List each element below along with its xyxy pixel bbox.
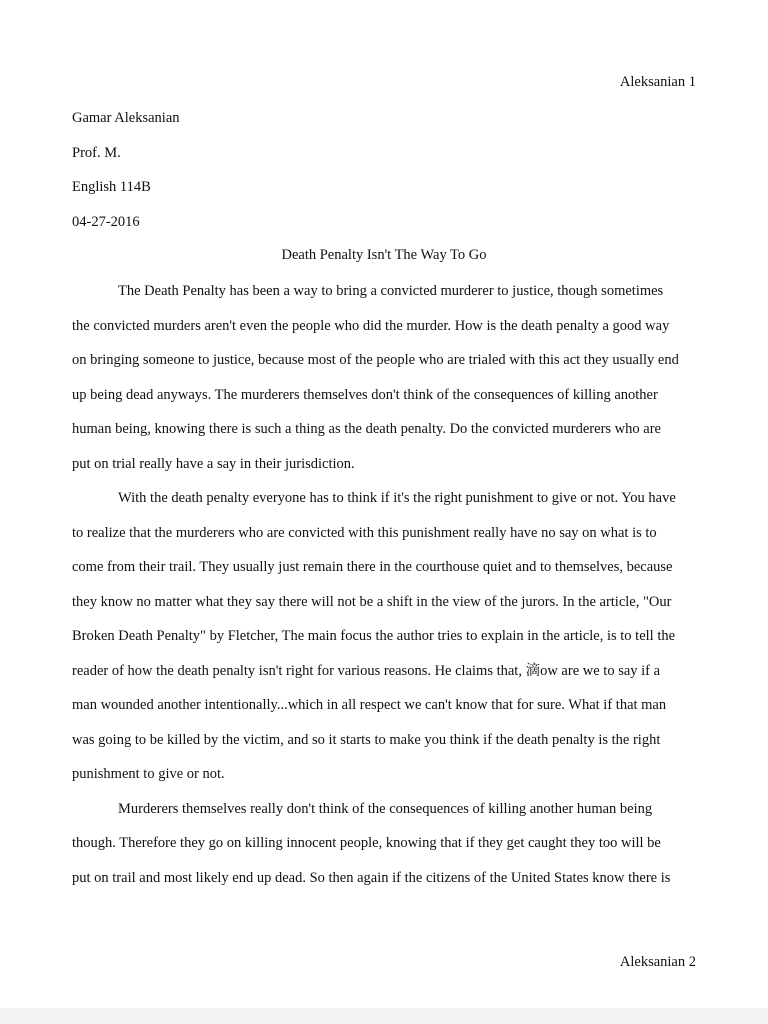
paragraph-1-line-6: put on trial really have a say in their jurisdiction. bbox=[72, 455, 355, 472]
paragraph-2-line-6: reader of how the death penalty isn't right for various reasons. He claims that, 滴ow are we to say if a bbox=[72, 662, 661, 679]
course-name: English 114B bbox=[72, 179, 151, 195]
author-name: Gamar Aleksanian bbox=[72, 110, 180, 126]
paragraph-1-line-1: The Death Penalty has been a way to bring a convicted murderer to justice, though sometimes bbox=[118, 283, 664, 299]
paragraph-3-line-2: though. Therefore they go on killing innocent people, knowing that if they get caught they too will be bbox=[72, 835, 661, 851]
paragraph-3-line-1: Murderers themselves really don't think of the consequences of killing another human being bbox=[118, 800, 653, 817]
running-header-page-2: Aleksanian 2 bbox=[619, 954, 696, 970]
essay-title: Death Penalty Isn't The Way To Go bbox=[281, 247, 487, 263]
paragraph-1-line-2: the convicted murders aren't even the people who did the murder. How is the death penalty a good way bbox=[72, 317, 670, 334]
paragraph-2-line-3: come from their trail. They usually just remain there in the courthouse quiet and to themselves, because bbox=[72, 559, 673, 575]
page-bottom-edge bbox=[0, 1008, 768, 1024]
mla-heading bbox=[72, 109, 180, 247]
paragraph-1-line-4: up being dead anyways. The murderers themselves don't think of the consequences of killing another bbox=[72, 386, 658, 403]
paragraph-2-line-8: was going to be killed by the victim, and so it starts to make you think if the death penalty is the right bbox=[72, 731, 661, 748]
paragraph-3-line-3: put on trail and most likely end up dead. So then again if the citizens of the United States know there is bbox=[72, 869, 671, 886]
paragraph-1-line-5: human being, knowing there is such a thing as the death penalty. Do the convicted murderers who are bbox=[72, 421, 661, 437]
paragraph-2-line-9: punishment to give or not. bbox=[72, 766, 225, 782]
paragraph-2-line-1: With the death penalty everyone has to think if it's the right punishment to give or not. You have bbox=[118, 490, 676, 506]
instructor-name: Prof. M. bbox=[72, 144, 121, 161]
paragraph-1-line-3: on bringing someone to justice, because most of the people who are trialed with this act they usually end bbox=[72, 352, 679, 368]
essay-date: 04-27-2016 bbox=[72, 213, 140, 230]
paragraph-2-line-4: they know no matter what they say there will not be a shift in the view of the jurors. In the article, "Our bbox=[72, 593, 672, 610]
paragraph-2-line-7: man wounded another intentionally...which in all respect we can't know that for sure. What if that man bbox=[72, 697, 667, 713]
running-header-page-1: Aleksanian 1 bbox=[619, 74, 696, 90]
essay-body bbox=[72, 282, 696, 903]
paragraph-2-line-2: to realize that the murderers who are convicted with this punishment really have no say on what is to bbox=[72, 524, 657, 541]
paragraph-2-line-5: Broken Death Penalty" by Fletcher, The main focus the author tries to explain in the article, is to tell the bbox=[72, 628, 676, 644]
